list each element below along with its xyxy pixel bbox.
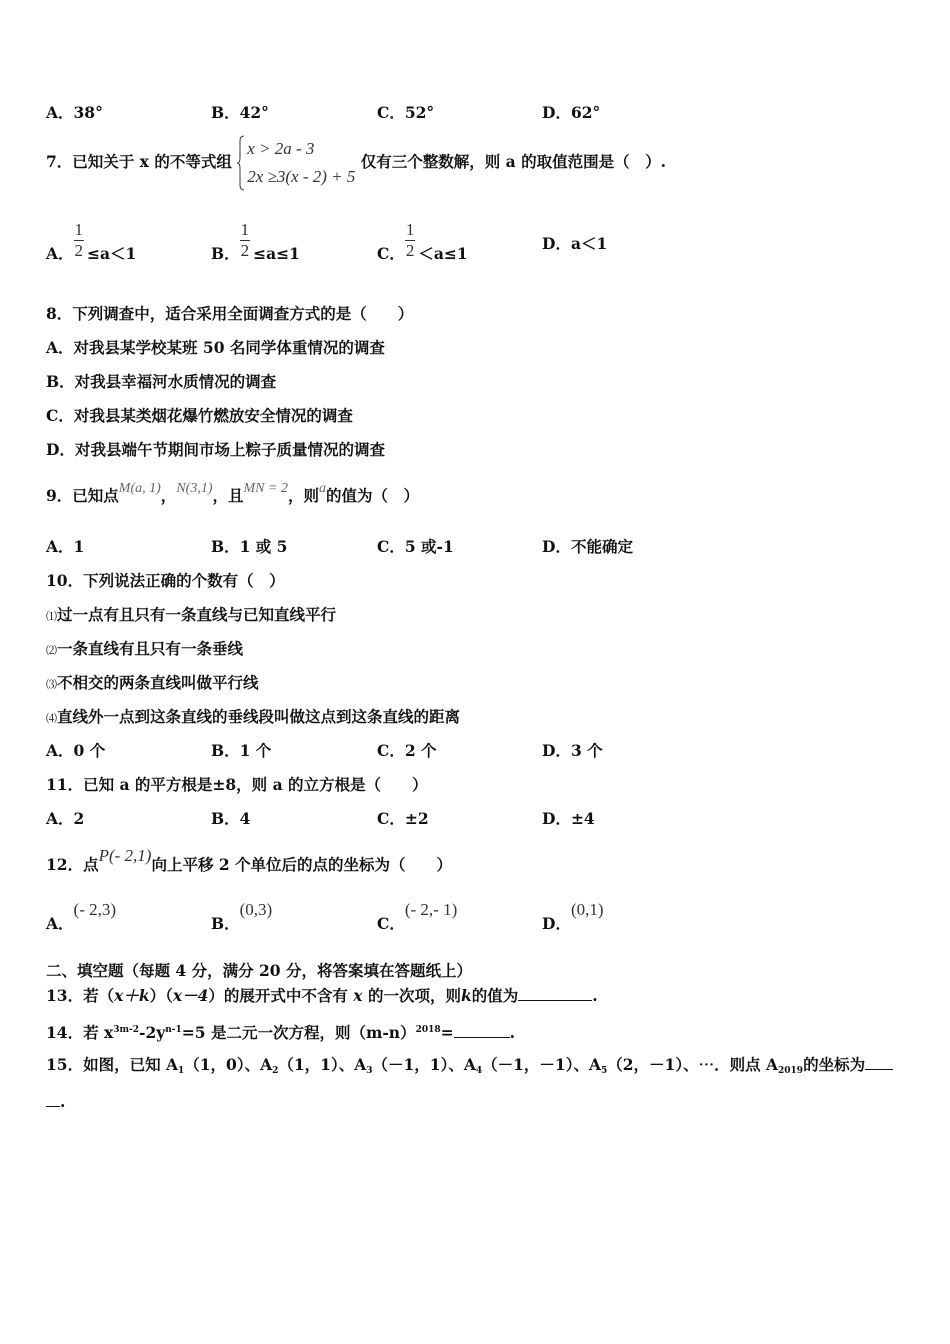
q10-options xyxy=(46,741,916,777)
q10-stem: 10．下列说法正确的个数有（ ） xyxy=(46,571,285,590)
q12-option-b[interactable]: B．(0,3) xyxy=(211,900,273,933)
q6-option-c[interactable]: C．52° xyxy=(377,103,435,122)
q10-option-c[interactable]: C．2 个 xyxy=(377,741,437,760)
q10-statement-1: ⑴过一点有且只有一条直线与已知直线平行 xyxy=(46,605,337,624)
section-2-heading: 二、填空题（每题 4 分，满分 20 分，将答案填在答题纸上） xyxy=(46,961,472,980)
q12-option-c[interactable]: C．(- 2,- 1) xyxy=(377,900,458,933)
point-p: P(- 2,1) xyxy=(98,846,152,865)
brace-icon xyxy=(237,135,245,191)
q10-statement-2: ⑵一条直线有且只有一条垂线 xyxy=(46,639,244,658)
q9-stem: 9．已知点M(a, 1)，N(3,1)，且MN = 2，则a的值为（ ） xyxy=(46,481,419,505)
q7-suffix: 仅有三个整数解，则 a 的取值范围是（ ）. xyxy=(360,152,667,171)
q8-option-b[interactable]: B．对我县幸福河水质情况的调查 xyxy=(46,372,277,391)
q8-stem: 8．下列调查中，适合采用全面调查方式的是（ ） xyxy=(46,304,414,323)
q15-continuation: . xyxy=(46,1092,65,1112)
q13-stem: 13．若（x＋k）（x－4）的展开式中不含有 x 的一次项，则k的值为 . xyxy=(46,986,598,1005)
fraction: $\frac{1}{2}$ xyxy=(405,220,415,260)
q10-option-d[interactable]: D．3 个 xyxy=(542,741,603,760)
q6-option-d[interactable]: D．62° xyxy=(542,103,601,122)
q15-answer-blank-cont[interactable] xyxy=(46,1092,60,1107)
q11-option-c[interactable]: C．±2 xyxy=(377,809,429,828)
mn-equation: MN = 2 xyxy=(243,481,288,496)
q9-option-b[interactable]: B．1 或 5 xyxy=(211,537,288,556)
q11-option-a[interactable]: A．2 xyxy=(46,809,85,828)
q7-option-a[interactable]: A． $\frac{1}{2}$ ≤a＜1 xyxy=(46,220,137,263)
q7-prefix: 7．已知关于 x 的不等式组 xyxy=(46,152,232,171)
q12-option-a[interactable]: A．(- 2,3) xyxy=(46,900,117,933)
q7-option-b[interactable]: B． $\frac{1}{2}$ ≤a≤1 xyxy=(211,220,300,263)
q9-option-a[interactable]: A．1 xyxy=(46,537,85,556)
q9-option-d[interactable]: D．不能确定 xyxy=(542,537,633,556)
q8-option-d[interactable]: D．对我县端午节期间市场上粽子质量情况的调查 xyxy=(46,440,385,459)
inequality-system xyxy=(237,135,355,191)
q11-options xyxy=(46,809,916,845)
point-n: N(3,1) xyxy=(176,481,213,496)
inequality-line-1: x > 2a - 3 xyxy=(247,139,315,158)
q11-option-b[interactable]: B．4 xyxy=(211,809,251,828)
q9-option-c[interactable]: C．5 或-1 xyxy=(377,537,454,556)
point-m: M(a, 1) xyxy=(118,481,161,496)
q7-stem xyxy=(46,134,666,191)
q12-stem: 12．点P(- 2,1)向上平移 2 个单位后的点的坐标为（ ） xyxy=(46,846,453,874)
fraction: $\frac{1}{2}$ xyxy=(240,220,250,260)
q6-option-b[interactable]: B．42° xyxy=(211,103,269,122)
q11-stem: 11．已知 a 的平方根是±8，则 a 的立方根是（ ） xyxy=(46,775,428,794)
q12-option-d[interactable]: D．(0,1) xyxy=(542,900,604,933)
q10-statement-3: ⑶不相交的两条直线叫做平行线 xyxy=(46,673,259,692)
q13-answer-blank[interactable] xyxy=(518,986,592,1001)
q15-stem: 15．如图，已知 $A_1(1$，0）、$A_2(1$，1）、$A_3(-1$，1）、$A_4(-1$，－1）、$A_5(2$，－1）、⋯．则点 $A_{2019}$的坐标为 xyxy=(46,1055,893,1081)
q9-options xyxy=(46,537,916,573)
q10-statement-4: ⑷直线外一点到这条直线的垂线段叫做这点到这条直线的距离 xyxy=(46,707,461,726)
q10-option-b[interactable]: B．1 个 xyxy=(211,741,272,760)
q14-answer-blank[interactable] xyxy=(454,1023,510,1038)
q11-option-d[interactable]: D．±4 xyxy=(542,809,595,828)
fraction: $\frac{1}{2}$ xyxy=(74,220,84,260)
q14-stem: 14．若 $x^{3m-2}-2y^{n-1}=5$ 是二元一次方程，则$(m-n)^{2018}=$ . xyxy=(46,1023,516,1042)
q12-options xyxy=(46,900,916,936)
q7-option-d[interactable]: D．a＜1 xyxy=(542,234,608,253)
variable-a: a xyxy=(318,481,326,496)
q10-option-a[interactable]: A．0 个 xyxy=(46,741,106,760)
q15-answer-blank[interactable] xyxy=(865,1055,893,1070)
q8-option-c[interactable]: C．对我县某类烟花爆竹燃放安全情况的调查 xyxy=(46,406,353,425)
q7-options xyxy=(46,220,916,268)
inequality-line-2: 2x ≥3(x - 2) + 5 xyxy=(247,167,356,186)
q8-option-a[interactable]: A．对我县某学校某班 50 名同学体重情况的调查 xyxy=(46,338,385,357)
q6-option-a[interactable]: A．38° xyxy=(46,103,103,122)
q7-option-c[interactable]: C． $\frac{1}{2}$ ＜a≤1 xyxy=(377,220,468,263)
